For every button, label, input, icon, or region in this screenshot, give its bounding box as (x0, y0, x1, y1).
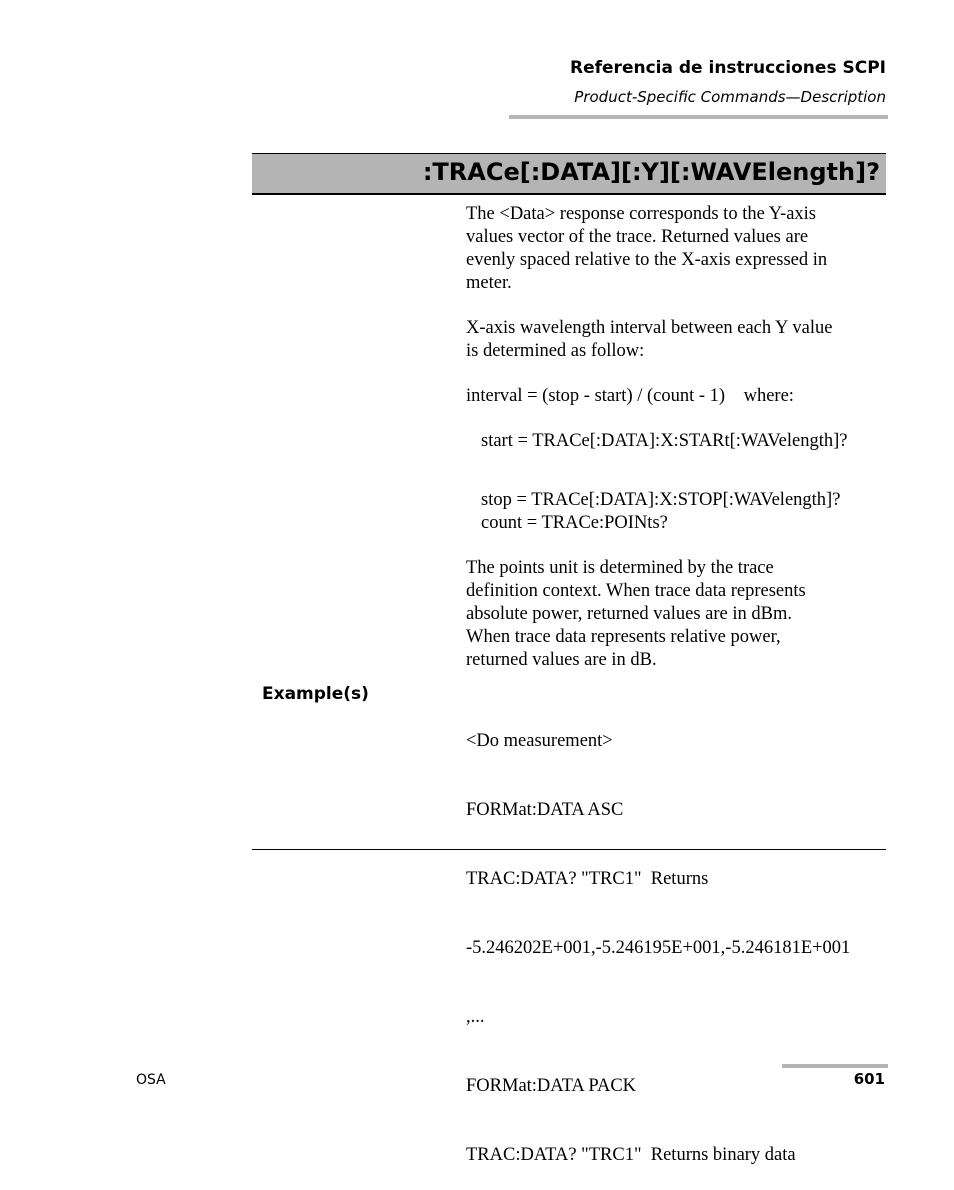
footer-rule (782, 1064, 888, 1068)
text-line: The points unit is determined by the trace (466, 558, 774, 578)
text-line: meter. (466, 273, 512, 293)
examples-label: Example(s) (262, 684, 369, 704)
text-line: returned values are in dB. (466, 650, 657, 670)
example-line: TRAC:DATA? "TRC1" Returns binary data (466, 1145, 796, 1165)
example-line: TRAC:DATA? "TRC1" Returns (466, 869, 709, 889)
text-line: evenly spaced relative to the X-axis expressed in (466, 250, 828, 270)
page-number: 601 (853, 1070, 885, 1088)
count-definition: count = TRACe:POINts? (481, 513, 668, 533)
examples-block (466, 684, 886, 1190)
example-line: FORMat:DATA PACK (466, 1076, 637, 1096)
text-line: X-axis wavelength interval between each Y value (466, 318, 833, 338)
text-line: is determined as follow: (466, 341, 645, 361)
section-band (252, 153, 886, 195)
command-title: :TRACe[:DATA][:Y][:WAVElength]? (422, 158, 880, 186)
text-line: absolute power, returned values are in dBm. (466, 604, 792, 624)
description-paragraph-2 (466, 317, 886, 363)
footer-product: OSA (136, 1072, 166, 1088)
text-line: values vector of the trace. Returned values are (466, 227, 809, 247)
example-line: -5.246202E+001,-5.246195E+001,-5.246181E+001 (466, 938, 851, 958)
example-line: ,... (466, 1007, 485, 1027)
example-line: <Do measurement> (466, 731, 613, 751)
text-line: When trace data represents relative power, (466, 627, 781, 647)
start-definition: start = TRACe[:DATA]:X:STARt[:WAVelength]? (481, 431, 848, 451)
text-line: The <Data> response corresponds to the Y-axis (466, 204, 817, 224)
header-subtitle: Product-Specific Commands—Description (574, 88, 886, 106)
stop-definition: stop = TRACe[:DATA]:X:STOP[:WAVelength]? (481, 490, 841, 510)
header-title: Referencia de instrucciones SCPI (570, 58, 886, 78)
example-line: FORMat:DATA ASC (466, 800, 624, 820)
header-rule (509, 115, 888, 119)
description-paragraph-1 (466, 203, 886, 295)
interval-formula: interval = (stop - start) / (count - 1) where: (466, 386, 794, 406)
section-bottom-rule (252, 849, 886, 850)
description-paragraph-3 (466, 557, 886, 672)
text-line: definition context. When trace data represents (466, 581, 806, 601)
